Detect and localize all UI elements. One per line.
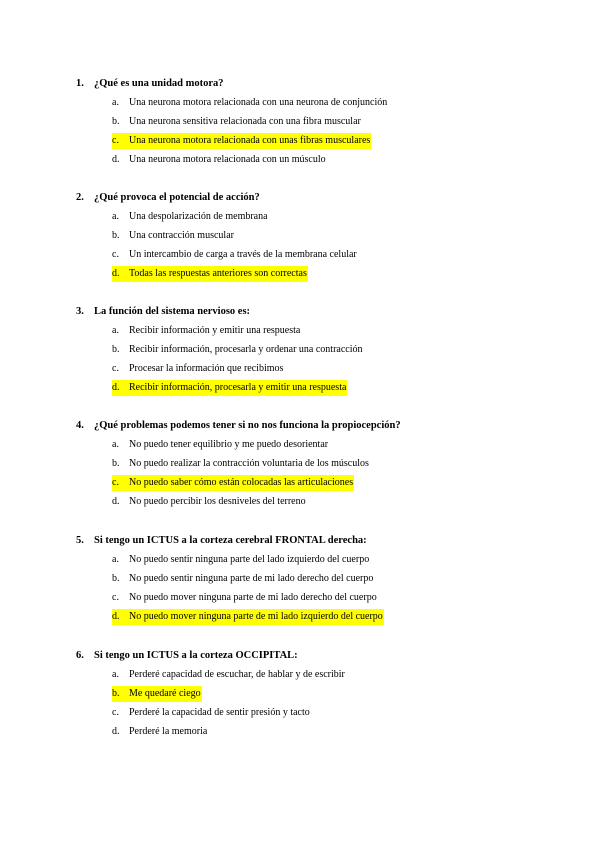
option-d [112, 494, 306, 510]
option-letter: a. [112, 97, 119, 108]
option-letter: d. [112, 154, 120, 165]
option-text: No puedo realizar la contracción voluntaria de los músculos [129, 458, 369, 469]
option-d-highlighted [112, 609, 384, 625]
option-b [112, 114, 361, 130]
option-c [112, 590, 377, 606]
option-a [112, 552, 369, 568]
option-letter: b. [112, 116, 120, 127]
option-letter: d. [112, 726, 120, 737]
option-a [112, 437, 328, 453]
option-b [112, 571, 373, 587]
question-text: Si tengo un ICTUS a la corteza cerebral FRONTAL derecha: [94, 535, 367, 546]
option-letter: b. [112, 344, 120, 355]
option-letter: d. [112, 382, 120, 393]
option-letter: c. [112, 249, 119, 260]
question-text: ¿Qué problemas podemos tener si no nos funciona la propiocepción? [94, 420, 401, 431]
option-a [112, 323, 300, 339]
option-text: Perderé capacidad de escuchar, de hablar y de escribir [129, 669, 345, 680]
option-text: No puedo percibir los desniveles del terreno [129, 496, 306, 507]
option-b [112, 342, 363, 358]
option-text: Una neurona motora relacionada con unas fibras musculares [129, 135, 371, 146]
option-a [112, 667, 345, 683]
option-letter: b. [112, 573, 120, 584]
option-text: Recibir información, procesarla y ordenar una contracción [129, 344, 363, 355]
option-text: Me quedaré ciego [129, 688, 201, 699]
option-d-highlighted [112, 266, 308, 282]
option-b-highlighted [112, 686, 202, 702]
option-c-highlighted [112, 133, 371, 149]
option-text: No puedo mover ninguna parte de mi lado derecho del cuerpo [129, 592, 377, 603]
option-b [112, 456, 369, 472]
option-letter: a. [112, 439, 119, 450]
option-text: No puedo sentir ninguna parte de mi lado derecho del cuerpo [129, 573, 374, 584]
option-d [112, 152, 326, 168]
option-letter: a. [112, 211, 119, 222]
question-number: 2. [76, 192, 84, 203]
question-number: 3. [76, 306, 84, 317]
option-text: Una neurona motora relacionada con una neurona de conjunción [129, 97, 388, 108]
question-heading [76, 648, 298, 664]
option-text: No puedo tener equilibrio y me puedo desorientar [129, 439, 329, 450]
question-text: Si tengo un ICTUS a la corteza OCCIPITAL: [94, 650, 298, 661]
option-text: Procesar la información que recibimos [129, 363, 284, 374]
option-text: Un intercambio de carga a través de la membrana celular [129, 249, 357, 260]
option-text: Una contracción muscular [129, 230, 234, 241]
option-a [112, 209, 268, 225]
question-heading [76, 190, 260, 206]
option-text: No puedo sentir ninguna parte del lado izquierdo del cuerpo [129, 554, 370, 565]
option-letter: a. [112, 325, 119, 336]
question-number: 6. [76, 650, 84, 661]
option-text: Recibir información, procesarla y emitir una respuesta [129, 382, 347, 393]
option-text: Una neurona motora relacionada con un músculo [129, 154, 326, 165]
option-letter: a. [112, 669, 119, 680]
option-letter: c. [112, 592, 119, 603]
option-letter: b. [112, 230, 120, 241]
question-text: ¿Qué provoca el potencial de acción? [94, 192, 260, 203]
option-letter: d. [112, 611, 120, 622]
option-letter: a. [112, 554, 119, 565]
option-text: Perderé la capacidad de sentir presión y tacto [129, 707, 310, 718]
question-number: 4. [76, 420, 84, 431]
question-number: 5. [76, 535, 84, 546]
option-text: Todas las respuestas anteriores son correctas [129, 268, 307, 279]
question-heading [76, 533, 367, 549]
option-letter: b. [112, 688, 120, 699]
option-d-highlighted [112, 380, 347, 396]
option-letter: c. [112, 707, 119, 718]
option-a [112, 95, 387, 111]
question-text: ¿Qué es una unidad motora? [94, 78, 224, 89]
question-heading [76, 304, 250, 320]
option-d [112, 724, 207, 740]
option-letter: c. [112, 477, 119, 488]
option-letter: d. [112, 268, 120, 279]
option-letter: c. [112, 363, 119, 374]
question-text: La función del sistema nervioso es: [94, 306, 251, 317]
question-heading [76, 76, 224, 92]
question-number: 1. [76, 78, 84, 89]
option-c [112, 361, 283, 377]
option-text: Recibir información y emitir una respuesta [129, 325, 301, 336]
option-text: Una despolarización de membrana [129, 211, 268, 222]
option-text: No puedo saber cómo están colocadas las articulaciones [129, 477, 354, 488]
option-text: No puedo mover ninguna parte de mi lado izquierdo del cuerpo [129, 611, 383, 622]
option-c-highlighted [112, 475, 354, 491]
option-c [112, 247, 357, 263]
option-letter: b. [112, 458, 120, 469]
option-text: Una neurona sensitiva relacionada con una fibra muscular [129, 116, 361, 127]
option-text: Perderé la memoria [129, 726, 208, 737]
option-b [112, 228, 234, 244]
option-c [112, 705, 310, 721]
question-heading [76, 418, 401, 434]
option-letter: c. [112, 135, 119, 146]
option-letter: d. [112, 496, 120, 507]
